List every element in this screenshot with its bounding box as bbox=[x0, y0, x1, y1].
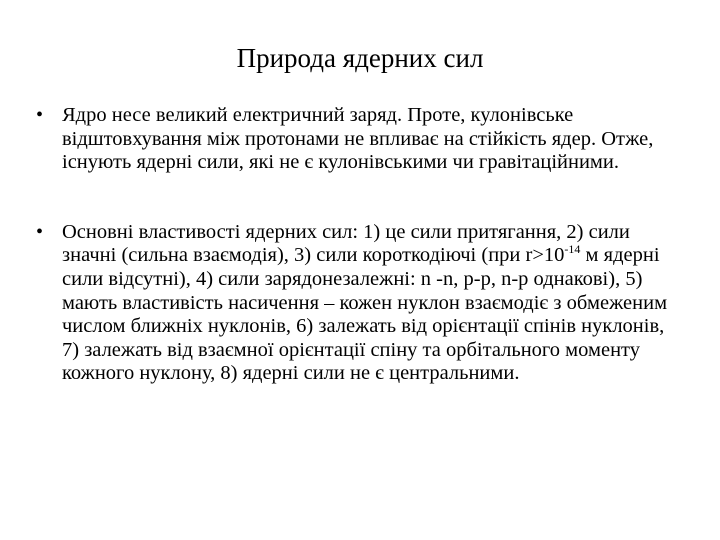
bullet-text-2-part-b: м ядерні сили відсутні), 4) сили зарядонезалежні: n -n, p-p, n-p однакові), 5) мають властивість насичення – кожен нуклон взаємодіє з обмеженим числом ближніх нуклонів, 6) залежать від орієнтації спінів нуклонів, 7) залежать від взаємної орієнтації спіну та орбітального моменту кожного нуклону, 8) ядерні сили не є центральними. bbox=[62, 244, 668, 385]
bullet-text-2 bbox=[62, 221, 667, 385]
exponent: -14 bbox=[564, 242, 581, 257]
bullet-dot-icon: • bbox=[36, 220, 44, 243]
bullet-text-1: Ядро несе великий електричний заряд. Проте, кулонівське відштовхування між протонами не впливає на стійкість ядер. Отже, існують ядерні сили, які не є кулонівськими чи гравітаційними. bbox=[62, 104, 654, 174]
bullet-list bbox=[36, 104, 682, 386]
slide-title: Природа ядерних сил bbox=[236, 43, 484, 73]
bullet-item-1 bbox=[36, 104, 682, 175]
bullet-text-2-part-a: Основні властивості ядерних сил: 1) це сили притягання, 2) сили значні (сильна взаємодія), 3) сили короткодіючі (при r>10 bbox=[62, 220, 630, 267]
bullet-item-2 bbox=[36, 221, 682, 386]
bullet-dot-icon: • bbox=[36, 104, 44, 126]
